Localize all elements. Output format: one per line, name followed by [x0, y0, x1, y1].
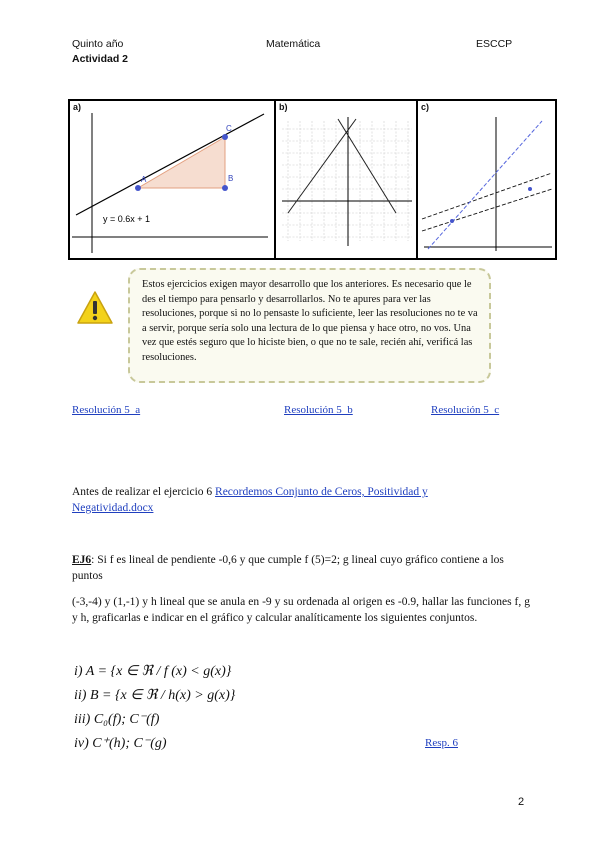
- recordemos-link[interactable]: Recordemos Conjunto de Ceros, Positividad y Negatividad.docx: [72, 486, 428, 514]
- exercise-id: EJ6: [72, 554, 92, 566]
- page-number: 2: [518, 796, 525, 808]
- exercise-item-ii: ii) B = {x ∈ ℜ / h(x) > g(x)}: [74, 688, 236, 703]
- figure-c-graph: [418, 101, 555, 258]
- resp-6-link[interactable]: Resp. 6: [425, 737, 458, 749]
- header-course: Quinto año: [72, 38, 124, 50]
- warning-icon: [76, 290, 114, 326]
- figure-table: [68, 99, 557, 260]
- intro-paragraph: [72, 484, 472, 516]
- header-activity: Actividad 2: [72, 53, 129, 65]
- figure-a-label: a): [73, 102, 82, 112]
- exercise-item-iii: iii) C₀(f); C⁻(f): [74, 712, 160, 727]
- exercise-line1: [72, 552, 530, 584]
- notice-text: Estos ejercicios exigen mayor desarrollo que los anteriores. Es necesario que le des el tiempo para pensarlo y desarrollarlos. No te apures para ver las resoluciones, porque si no lo pensaste lo suficiente, leer las resoluciones no te va a servir, porque sería solo una lectura de lo que piensa y hace otro, no vos. Una vez que estés seguro que lo hiciste bien, o que no te sale, recién ahí, verificá las resoluciones.: [142, 279, 478, 363]
- figure-a-equation: y = 0.6x + 1: [103, 214, 151, 224]
- exercise-line2: (-3,-4) y (1,-1) y h lineal que se anula en -9 y su ordenada al origen es -0.9, hallar las funciones f, g y h, graficarlas e indicar en el gráfico y calcular analíticamente los siguientes conjuntos.: [72, 596, 530, 624]
- resolution-5a-link[interactable]: Resolución 5_a: [72, 404, 141, 416]
- resolution-5c-link[interactable]: Resolución 5_c: [431, 404, 500, 416]
- exercise-item-i: i) A = {x ∈ ℜ / f (x) < g(x)}: [74, 664, 232, 679]
- exercise-statement: [72, 552, 530, 626]
- header-subject: Matemática: [266, 38, 321, 50]
- point-a-label: A: [141, 175, 147, 184]
- figure-c-label: c): [421, 102, 430, 112]
- exercise-item-iv: iv) C⁺(h); C⁻(g): [74, 736, 167, 751]
- point-b-label: B: [228, 174, 234, 183]
- figure-a-graph: [70, 101, 272, 258]
- figure-b-graph: [276, 101, 416, 258]
- notice-box: [128, 268, 491, 383]
- resolution-5b-link[interactable]: Resolución 5_b: [284, 404, 353, 416]
- figure-a: [70, 101, 274, 258]
- figure-c: [416, 101, 555, 258]
- point-c-label: C: [226, 124, 232, 133]
- exercise-items: [74, 660, 235, 756]
- exercise-line1-text: : Si f es lineal de pendiente -0,6 y que cumple f (5)=2; g lineal cuyo gráfico contiene a los puntos: [72, 554, 504, 582]
- figure-b-label: b): [279, 102, 288, 112]
- point-a: [135, 185, 141, 191]
- intro-text: Antes de realizar el ejercicio 6: [72, 486, 216, 498]
- header-school: ESCCP: [476, 38, 513, 50]
- point-b: [222, 185, 228, 191]
- point-c: [222, 134, 228, 140]
- figure-b: [274, 101, 416, 258]
